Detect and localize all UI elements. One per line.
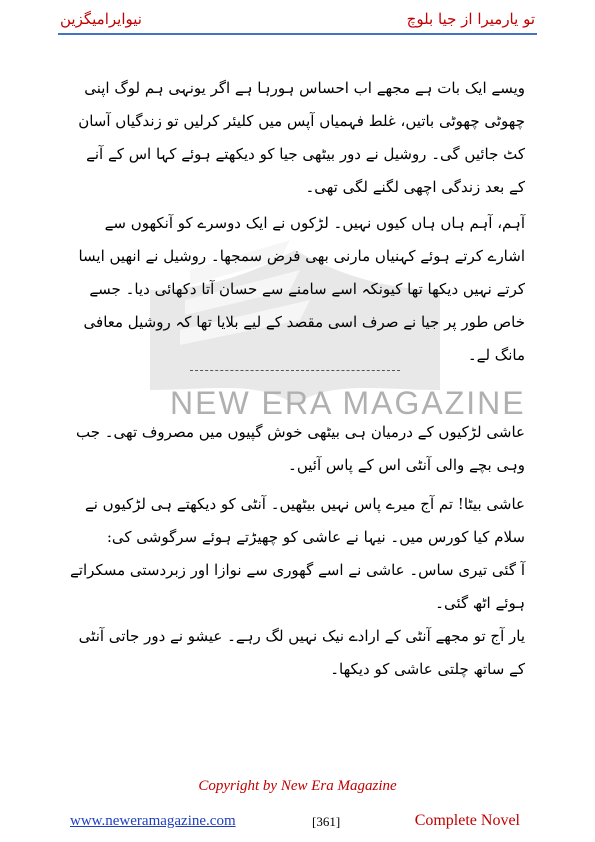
paragraph: یار آج تو مجھے آنٹی کے ارادے نیک نہیں لگ رہے۔ عیشو نے دور جاتی آنٹی کے ساتھ چلتی عاشی کو دیکھا۔ xyxy=(78,627,525,678)
page-number: [361] xyxy=(312,814,341,829)
section-label: Complete Novel xyxy=(414,812,520,829)
paragraph: عاشی لڑکیوں کے درمیان ہی بیٹھی خوش گپیوں میں مصروف تھی۔ جب وہی بچے والی آنٹی اس کے پاس آئیں۔ xyxy=(75,423,525,474)
section-separator xyxy=(190,370,400,371)
header-novel-title: تو یارمیرا از جیا بلوچ xyxy=(406,10,535,28)
header-magazine-name: نیوایرامیگزین xyxy=(60,10,142,28)
header-rule xyxy=(58,33,537,35)
copyright-notice: Copyright by New Era Magazine xyxy=(198,778,397,794)
paragraph: آہم، آہم ہاں ہاں کیوں نہیں۔ لڑکوں نے ایک دوسرے کو آنکھوں سے اشارے کرتے ہوئے کہنیاں مارنی بھی فرض سمجھا۔ روشیل نے انھیں ایسا کرتے نہیں دیکھا تھا کیونکہ اسے سامنے سے حسان آتا دکھائی دیا۔ جسے خاص طور پر جیا نے صرف اسی مقصد کے لیے بلایا تھا کہ روشیل معافی مانگ لے۔ xyxy=(78,214,525,364)
paragraph: آ گئی تیری ساس۔ عاشی نے اسے گھوری سے نوازا اور زبردستی مسکراتے ہوئے اٹھ گئی۔ xyxy=(70,561,525,612)
website-link[interactable]: www.neweramagazine.com xyxy=(70,813,236,829)
body-text xyxy=(68,72,525,686)
watermark-text: NEW ERA MAGAZINE xyxy=(170,385,526,421)
paragraph: عاشی بیٹا! تم آج میرے پاس نہیں بیٹھیں۔ آنٹی کو دیکھتے ہی لڑکیوں نے سلام کیا کورس میں۔ نیہا نے عاشی کو چھیڑتے ہوئے سرگوشی کی: xyxy=(84,495,525,546)
paragraph: ویسے ایک بات ہے مجھے اب احساس ہورہا ہے اگر یونہی ہم لوگ اپنی چھوٹی چھوٹی باتیں، غلط فہمیاں آپس میں کلیئر کرلیں تو زندگیاں آسان کٹ جائیں گی۔ روشیل نے دور بیٹھی جیا کو دیکھتے ہوئے کہا اس کے آنے کے بعد زندگی اچھی لگنے لگی تھی۔ xyxy=(78,79,525,196)
